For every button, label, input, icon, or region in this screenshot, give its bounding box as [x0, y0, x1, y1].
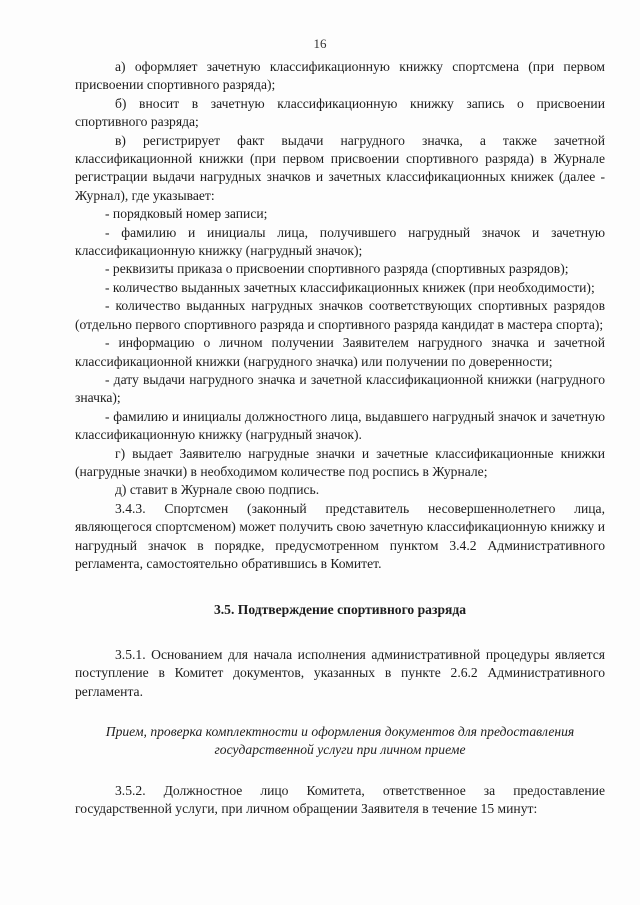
paragraph-v: в) регистрирует факт выдачи нагрудного значка, а также зачетной классификационной книжки (при первом присвоении спортивного разряда) в Журнале регистрации выдачи нагрудных значков и зачетных классификационных книжек (далее - Журнал), где указывает: — [75, 132, 605, 203]
list-item: - дату выдачи нагрудного значка и зачетной классификационной книжки (нагрудного значка); — [75, 371, 605, 406]
list-item: - количество выданных нагрудных значков соответствующих спортивных разрядов (отдельно первого спортивного разряда и спортивного разряда кандидат в мастера спорта); — [75, 298, 605, 332]
paragraph-3-4-3: 3.4.3. Спортсмен (законный представитель несовершеннолетнего лица, являющегося спортсменом) может получить свою зачетную классификационную книжку и нагрудный значок в порядке, предусмотренном пунктом 3.4.2 Административного регламента, самостоятельно обратившись в Комитет. — [75, 500, 605, 571]
list-item: - фамилию и инициалы лица, получившего нагрудный значок и зачетную классификационную книжку (нагрудный значок); — [75, 224, 605, 259]
page-number: 16 — [313, 36, 327, 51]
list-item: - фамилию и инициалы должностного лица, выдавшего нагрудный значок и зачетную классификационную книжку (нагрудный значок). — [75, 408, 605, 443]
list-item: - порядковый номер записи; — [105, 206, 268, 222]
section-heading: 3.5. Подтверждение спортивного разряда — [213, 602, 467, 618]
paragraph-d: д) ставит в Журнале свою подпись. — [115, 482, 320, 498]
paragraph-3-5-1: 3.5.1. Основанием для начала исполнения административной процедуры является поступление в Комитет документов, указанных в пункте 2.6.2 Административного регламента. — [75, 646, 605, 699]
paragraph-a: а) оформляет зачетную классификационную книжку спортсмена (при первом присвоении спортивного разряда); — [75, 59, 605, 93]
list-item: - количество выданных зачетных классификационных книжек (при необходимости); — [105, 279, 595, 295]
paragraph-3-5-2: 3.5.2. Должностное лицо Комитета, ответственное за предоставление государственной услуги, при личном обращении Заявителя в течение 15 минут: — [75, 782, 605, 817]
subheading: Прием, проверка комплектности и оформления документов для предоставления государственной услуги при личном приеме — [105, 724, 575, 758]
paragraph-b: б) вносит в зачетную классификационную книжку запись о присвоении спортивного разряда; — [75, 95, 605, 130]
paragraph-g: г) выдает Заявителю нагрудные значки и зачетные классификационные книжки (нагрудные значки) в необходимом количестве под роспись в Журнале; — [75, 445, 605, 479]
list-item: - реквизиты приказа о присвоении спортивного разряда (спортивных разрядов); — [105, 261, 569, 277]
document-body — [75, 58, 605, 819]
list-item: - информацию о личном получении Заявителем нагрудного значка и зачетной классификационной книжки (нагрудного значка) или получении по доверенности; — [75, 335, 605, 369]
